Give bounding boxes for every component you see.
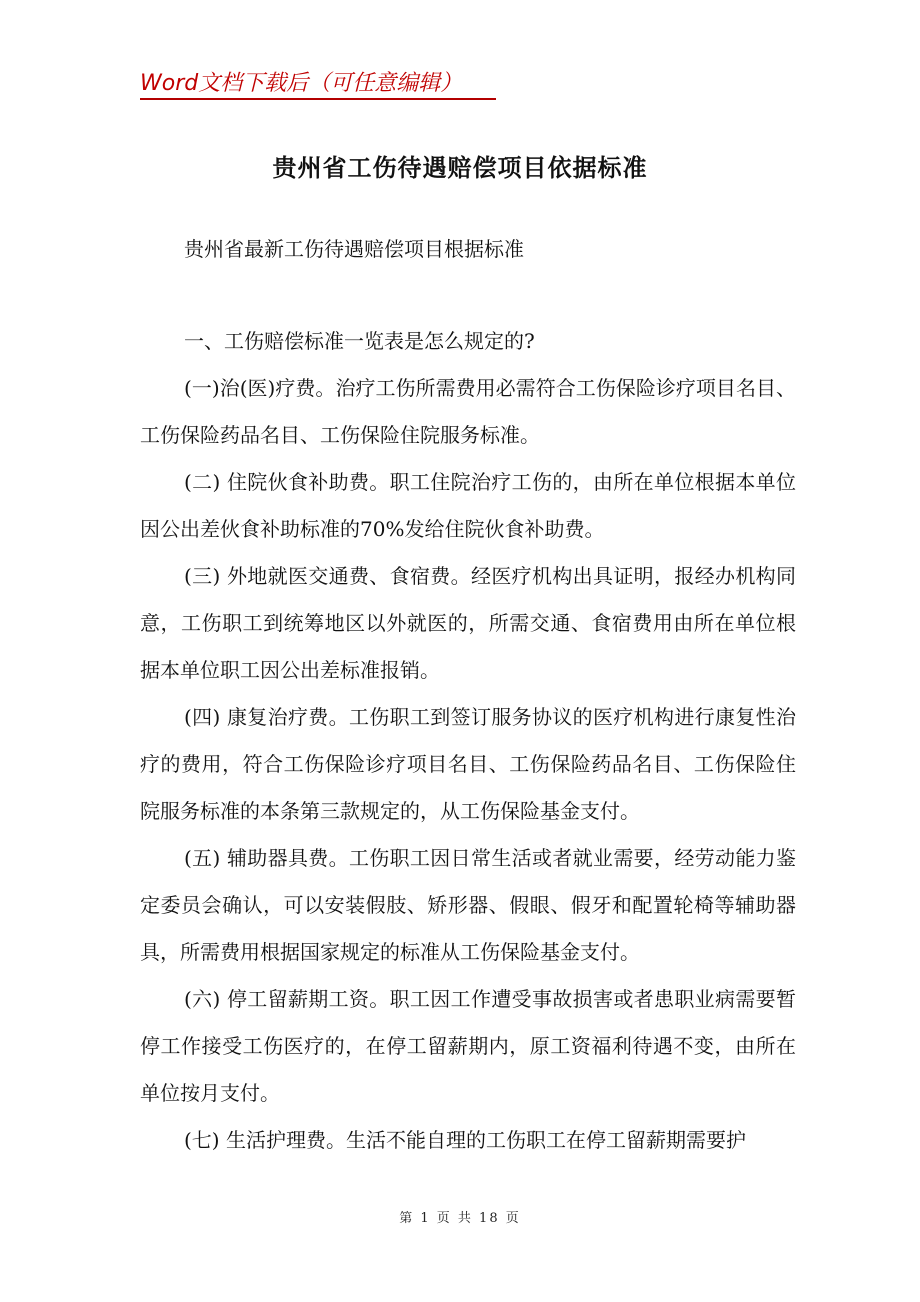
- paragraph-item-1: (一)治(医)疗费。治疗工伤所需费用必需符合工伤保险诊疗项目名目、工伤保险药品名目、工伤保险住院服务标准。: [140, 376, 796, 447]
- paragraph-item-5: (五) 辅助器具费。工伤职工因日常生活或者就业需要，经劳动能力鉴定委员会确认，可以安装假肢、矫形器、假眼、假牙和配置轮椅等辅助器具，所需费用根据国家规定的标准从工伤保险基金支付。: [140, 846, 796, 964]
- paragraph-item-2: (二) 住院伙食补助费。职工住院治疗工伤的，由所在单位根据本单位因公出差伙食补助标准的70%发给住院伙食补助费。: [140, 470, 796, 541]
- paragraph-item-6: (六) 停工留薪期工资。职工因工作遭受事故损害或者患职业病需要暂停工作接受工伤医疗的，在停工留薪期内，原工资福利待遇不变，由所在单位按月支付。: [140, 987, 796, 1105]
- paragraph-item-3: (三) 外地就医交通费、食宿费。经医疗机构出具证明，报经办机构同意，工伤职工到统筹地区以外就医的，所需交通、食宿费用由所在单位根据本单位职工因公出差标准报销。: [140, 564, 796, 682]
- download-note: Word文档下载后（可任意编辑）: [140, 71, 463, 96]
- paragraph-section-heading: 一、工伤赔偿标准一览表是怎么规定的?: [184, 329, 535, 353]
- page-number: 第 1 页 共 18 页: [399, 1211, 521, 1226]
- document-subtitle: 贵州省最新工伤待遇赔偿项目根据标准: [184, 237, 524, 261]
- document-body: [140, 318, 796, 1164]
- paragraph-item-7: (七) 生活护理费。生活不能自理的工伤职工在停工留薪期需要护: [184, 1128, 746, 1152]
- paragraph-item-4: (四) 康复治疗费。工伤职工到签订服务协议的医疗机构进行康复性治疗的费用，符合工伤保险诊疗项目名目、工伤保险药品名目、工伤保险住院服务标准的本条第三款规定的，从工伤保险基金支付。: [140, 705, 796, 823]
- header-banner: [140, 64, 496, 100]
- document-title: 贵州省工伤待遇赔偿项目依据标准: [272, 154, 648, 182]
